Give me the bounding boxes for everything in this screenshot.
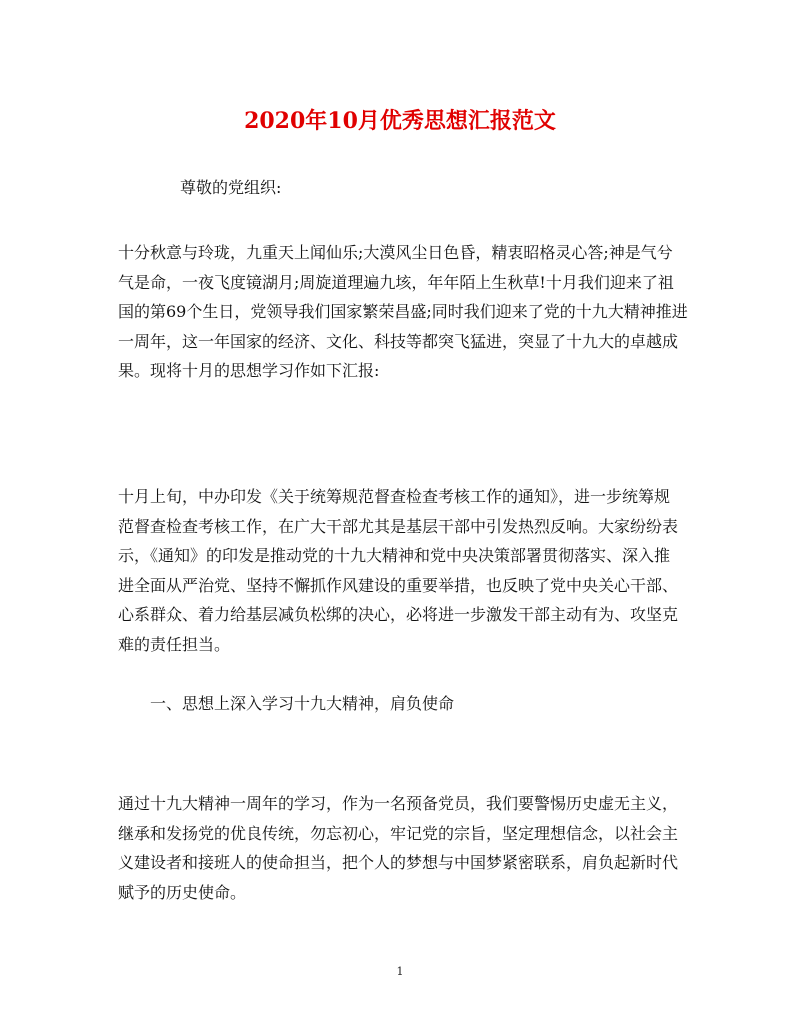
paragraph-line: 通过十九大精神一周年的学习，作为一名预备党员，我们要警惕历史虚无主义， bbox=[118, 794, 679, 813]
paragraph-line: 赋予的历史使命。 bbox=[118, 882, 247, 902]
document-title: 2020年10月优秀思想汇报范文 bbox=[244, 108, 556, 134]
paragraph-line: 难的责任担当。 bbox=[118, 634, 231, 654]
paragraph-line: 义建设者和接班人的使命担当，把个人的梦想与中国梦紧密联系，肩负起新时代 bbox=[118, 853, 679, 872]
page-number: 1 bbox=[396, 965, 404, 978]
paragraph-line: 气是命，一夜飞度镜湖月;周旋道理遍九垓，年年陌上生秋草!十月我们迎来了祖 bbox=[118, 272, 674, 292]
paragraph-line: 继承和发扬党的优良传统，勿忘初心，牢记党的宗旨，坚定理想信念，以社会主 bbox=[118, 823, 679, 843]
section-heading: 一、思想上深入学习十九大精神，肩负使命 bbox=[150, 694, 455, 713]
paragraph-notice bbox=[118, 482, 684, 659]
paragraph-study bbox=[118, 789, 684, 907]
paragraph-line: 一周年，这一年国家的经济、文化、科技等都突飞猛进，突显了十九大的卓越成 bbox=[118, 331, 679, 351]
paragraph-line: 十分秋意与玲珑，九重天上闻仙乐;大漠风尘日色昏，精衷昭格灵心答;神是气兮 bbox=[118, 243, 673, 262]
paragraph-line: 进全面从严治党、坚持不懈抓作风建设的重要举措，也反映了党中央关心干部、 bbox=[118, 575, 679, 595]
paragraph-line: 示，《通知》的印发是推动党的十九大精神和党中央决策部署贯彻落实、深入推 bbox=[118, 546, 671, 565]
paragraph-line: 范督查检查考核工作，在广大干部尤其是基层干部中引发热烈反响。大家纷纷表 bbox=[118, 516, 679, 536]
salutation: 尊敬的党组织: bbox=[180, 178, 282, 197]
paragraph-line: 十月上旬，中办印发《关于统筹规范督查检查考核工作的通知》，进一步统筹规 bbox=[118, 487, 671, 506]
paragraph-intro bbox=[118, 238, 688, 386]
paragraph-line: 心系群众、着力给基层减负松绑的决心，必将进一步激发干部主动有为、攻坚克 bbox=[118, 605, 679, 624]
paragraph-line: 国的第69个生日，党领导我们国家繁荣昌盛;同时我们迎来了党的十九大精神推进 bbox=[118, 302, 688, 321]
paragraph-line: 果。现将十月的思想学习作如下汇报: bbox=[118, 361, 380, 380]
